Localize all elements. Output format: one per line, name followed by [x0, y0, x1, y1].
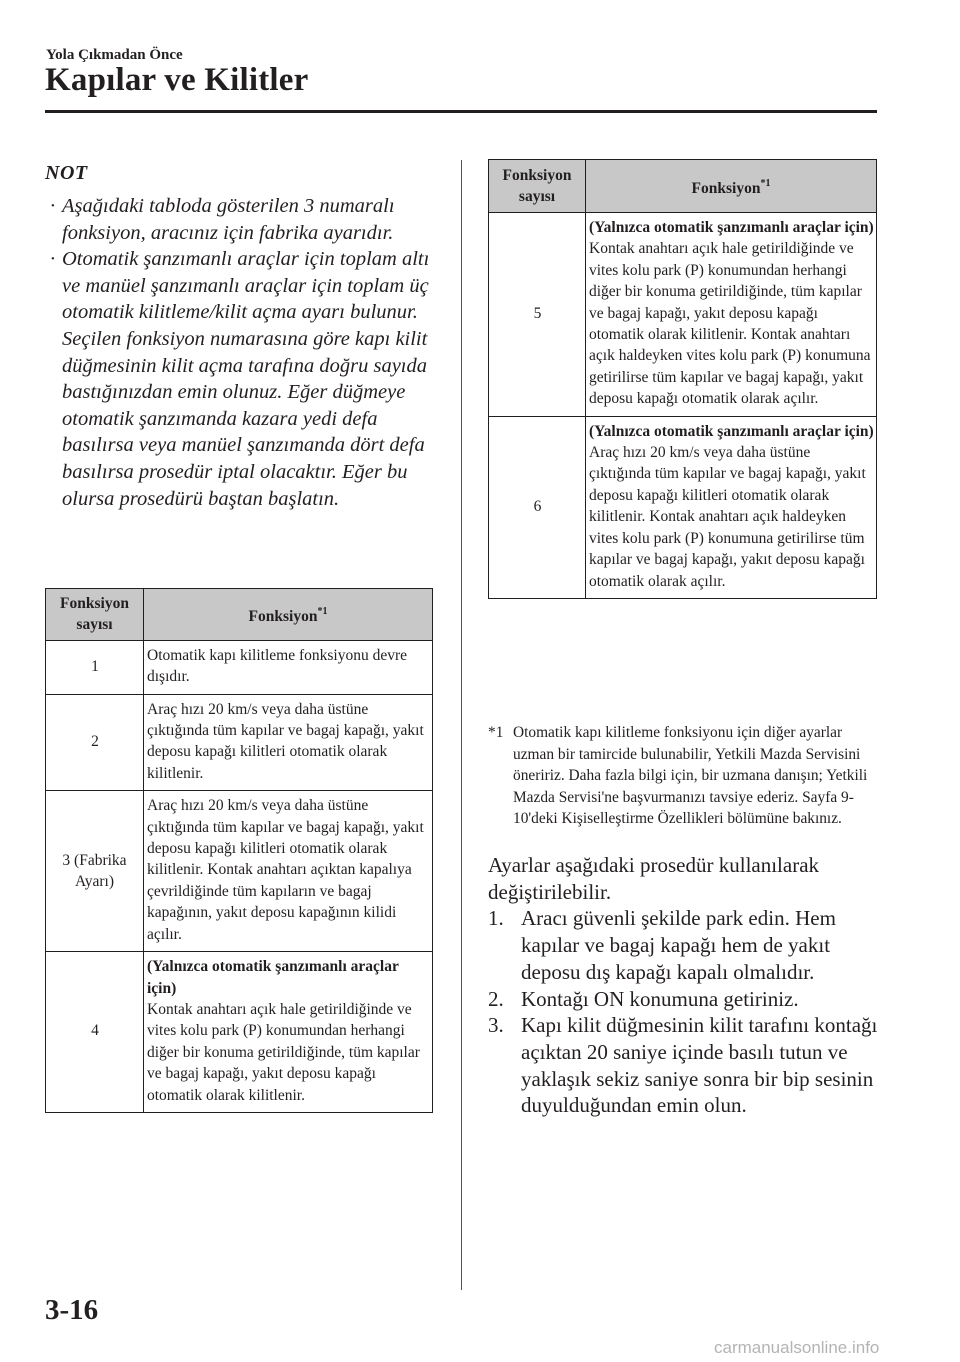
footnote-ref: *1 [760, 177, 771, 189]
table-header-row [46, 589, 433, 641]
table-row [46, 952, 433, 1113]
function-table-part1 [45, 588, 433, 1113]
header-rule [45, 110, 877, 113]
procedure-steps [488, 905, 883, 1119]
step-number: 3. [488, 1013, 504, 1038]
watermark: carmanualsonline.info [714, 1338, 880, 1357]
function-text: Araç hızı 20 km/s veya daha üstüne çıktığında tüm kapılar ve bagaj kapağı, yakıt deposu kapağı kilitleri otomatik olarak kilitlenir. Kontak anahtarı açık haldeyken vites kolu park (P) konumuna getirilirse tüm kapılar ve bagaj kapağı, yakıt deposu kapağı otomatik olarak açılır. [589, 444, 866, 590]
note-text: Aşağıdaki tabloda gösterilen 3 numaralı fonksiyon, aracınız için fabrika ayarıdır. [62, 195, 395, 244]
function-condition: (Yalnızca otomatik şanzımanlı araçlar için) [589, 422, 874, 440]
header-function-number: Fonksiyon sayısı [489, 160, 586, 213]
footnote-ref: *1 [317, 606, 328, 618]
header-function: Fonksiyon$^{*1}$ [586, 160, 877, 213]
function-condition: (Yalnızca otomatik şanzımanlı araçlar için) [147, 958, 399, 997]
note-block [45, 162, 435, 512]
function-number: 1 [46, 640, 144, 694]
procedure-step [488, 905, 883, 985]
bullet-icon: · [50, 195, 56, 217]
column-divider [461, 160, 462, 1290]
page-number: 3-16 [45, 1294, 99, 1326]
header-function: Fonksiyon$^{*1}$ [144, 589, 433, 641]
table-row [46, 694, 433, 791]
function-table-part2 [488, 159, 877, 599]
function-description: Araç hızı 20 km/s veya daha üstüne çıktığında tüm kapılar ve bagaj kapağı, yakıt deposu kapağı kilitleri otomatik olarak kilitlenir. Kontak anahtarı açıktan kapalıya çevrildiğinde tüm kapıların ve bagaj kapağının, yakıt deposu kapağının kilidi açılır. [144, 791, 433, 952]
procedure [488, 852, 883, 1119]
function-description [586, 213, 877, 417]
procedure-intro: Ayarlar aşağıdaki prosedür kullanılarak değiştirilebilir. [488, 853, 820, 904]
step-text: Kontağı ON konumuna getiriniz. [521, 986, 799, 1011]
bullet-icon: · [50, 248, 56, 271]
table-row [489, 213, 877, 417]
procedure-step [488, 986, 883, 1013]
step-text: Aracı güvenli şekilde park edin. Hem kapılar ve bagaj kapağı hem de yakıt deposu dış kapağı kapalı olmalıdır. [521, 906, 836, 984]
step-text: Kapı kilit düğmesinin kilit tarafını kontağı açıktan 20 saniye içinde basılı tutun ve yaklaşık sekiz saniye sonra bir bip sesinin duyulduğundan emin olun. [521, 1013, 878, 1118]
function-description [144, 952, 433, 1113]
note-list [45, 193, 435, 512]
function-description: Araç hızı 20 km/s veya daha üstüne çıktığında tüm kapılar ve bagaj kapağı, yakıt deposu kapağı kilitleri otomatik olarak kilitlenir. [144, 694, 433, 791]
function-number: 5 [489, 213, 586, 417]
footnote-text: Otomatik kapı kilitleme fonksiyonu için diğer ayarlar uzman bir tamircide bulunabilir, Yetkili Mazda Servisini öneririz. Daha fazla bilgi için, bir uzmana danışın; Yetkili Mazda Servisi'ne başvurmanızı tavsiye ederiz. Sayfa 9-10'deki Kişiselleştirme Özellikleri bölümüne bakınız. [513, 724, 868, 827]
table-row [46, 640, 433, 694]
footnote-marker: *1 [488, 724, 504, 741]
function-text: Kontak anahtarı açık hale getirildiğinde ve vites kolu park (P) konumundan herhangi diğer bir konuma getirildiğinde, tüm kapılar ve bagaj kapağı, yakıt deposu kapağı otomatik olarak kilitlenir. [147, 1000, 420, 1104]
function-description: Otomatik kapı kilitleme fonksiyonu devre dışıdır. [144, 640, 433, 694]
table-row [489, 416, 877, 598]
page-title: Kapılar ve Kilitler [45, 62, 309, 98]
function-number: 4 [46, 952, 144, 1113]
note-text: Otomatik şanzımanlı araçlar için toplam altı ve manüel şanzımanlı araçlar için toplam üç otomatik kilitleme/kilit açma ayarı bulunur. Seçilen fonksiyon numarasına göre kapı kilit düğmesinin kilit açma tarafına doğru sayıda bastığınızdan emin olunuz. Eğer düğmeye otomatik şanzımanda kazara yedi defa basılırsa veya manüel şanzımanda dört defa basılırsa prosedür iptal olacaktır. Eğer bu olursa prosedürü baştan başlatın. [62, 248, 430, 510]
section-label: Yola Çıkmadan Önce [46, 47, 183, 63]
table-row [46, 791, 433, 952]
function-number: 3 (Fabrika Ayarı) [46, 791, 144, 952]
function-number: 2 [46, 694, 144, 791]
function-description [586, 416, 877, 598]
step-number: 2. [488, 986, 504, 1011]
note-item [45, 193, 435, 246]
footnote [488, 722, 873, 830]
step-number: 1. [488, 906, 504, 931]
note-title: NOT [45, 162, 88, 184]
table-header-row [489, 160, 877, 213]
function-text: Kontak anahtarı açık hale getirildiğinde ve vites kolu park (P) konumundan herhangi diğer bir konuma getirildiğinde, tüm kapılar ve bagaj kapağı, yakıt deposu kapağı otomatik olarak kilitlenir. Kontak anahtarı açık haldeyken vites kolu park (P) konumuna getirilirse tüm kapılar ve bagaj kapağı, yakıt deposu kapağı otomatik olarak açılır. [589, 240, 871, 408]
header-function-number: Fonksiyon sayısı [46, 589, 144, 641]
note-item [45, 246, 435, 512]
function-number: 6 [489, 416, 586, 598]
function-condition: (Yalnızca otomatik şanzımanlı araçlar için) [589, 219, 874, 236]
procedure-step [488, 1012, 883, 1119]
